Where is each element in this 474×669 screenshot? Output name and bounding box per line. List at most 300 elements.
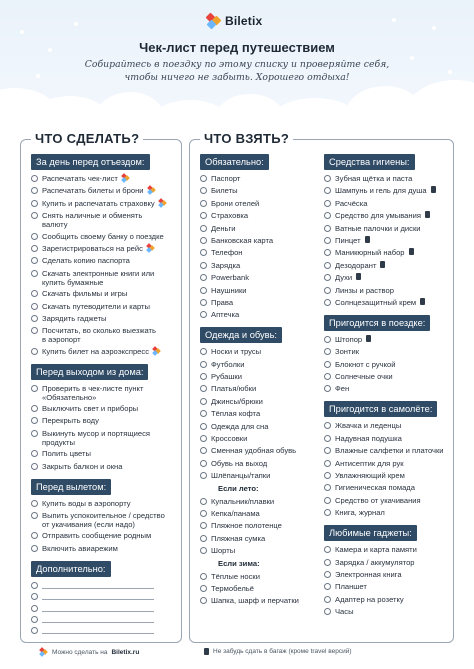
footer-right [200,648,352,655]
checklist-item-label: Шампунь и гель для душа [335,186,427,196]
checkbox-circle[interactable] [31,532,38,539]
blank-line-item[interactable] [31,592,181,600]
checkbox-circle[interactable] [324,249,331,256]
checkbox-circle[interactable] [31,512,38,519]
checkbox-circle[interactable] [200,249,207,256]
checklist-item[interactable] [31,511,181,529]
checklist-item-label: Фен [335,384,350,394]
checklist-item-label: Выключить свет и приборы [42,404,139,414]
checklist-item-label: Телефон [211,248,243,258]
checkbox-circle[interactable] [324,571,331,578]
checklist-item[interactable] [200,174,320,183]
winter-checklist [200,572,320,606]
checklist-item-label: Расчёска [335,198,368,208]
checklist-item[interactable] [200,471,320,480]
section-heading: Одежда и обувь: [200,327,282,343]
checkbox-circle[interactable] [324,237,331,244]
checkbox-circle[interactable] [324,287,331,294]
checklist-item[interactable] [31,429,181,447]
checklist-item-label: Термобельё [211,583,254,593]
checkbox-circle[interactable] [324,559,331,566]
checklist-section [31,152,181,356]
checklist-section [200,152,320,319]
checklist [31,384,181,471]
checklist-item[interactable] [200,273,320,282]
checklist-item[interactable] [324,174,452,183]
checklist-item[interactable] [324,273,452,282]
checkbox-circle[interactable] [31,303,38,310]
checklist-section [324,152,452,307]
checklist-item-label: Тёплые носки [211,571,260,581]
section-heading: Средства гигиены: [324,154,415,170]
checklist-item-label: Распечатать билеты и брони [42,186,144,196]
footer-left-prefix: Можно сделать на [52,648,108,656]
checkbox-circle[interactable] [200,200,207,207]
checklist-item-label: Паспорт [211,174,241,183]
checkbox-circle[interactable] [31,233,38,240]
checklist-item[interactable] [200,347,320,356]
checklist-item-label: Сменная удобная обувь [211,446,297,456]
checklist-item-label: Зубная щётка и паста [335,174,413,183]
section-heading: Пригодится в самолёте: [324,401,437,417]
checkbox-circle[interactable] [31,450,38,457]
checklist [324,545,452,616]
checklist-item[interactable] [200,248,320,257]
checkbox-circle[interactable] [31,385,38,392]
checklist-item[interactable] [200,211,320,220]
bottle-icon [366,335,371,342]
checklist-item[interactable] [324,570,452,579]
checklist-item-label: Аптечка [211,310,240,320]
checklist-item[interactable] [324,347,452,356]
checklist-item[interactable] [324,421,452,430]
checklist-item[interactable] [324,236,452,245]
checklist-item-label: Распечатать чек-лист [42,174,118,183]
checklist-item-label: Сообщить своему банку о поездке [42,231,164,241]
checkbox-circle[interactable] [200,547,207,554]
checklist-item-label: Камера и карта памяти [335,545,417,555]
checklist-item-label: Кепка/панама [211,508,260,518]
checklist-item[interactable] [200,422,320,431]
checkbox-circle[interactable] [31,175,38,182]
checklist-item-label: Зарегистрироваться на рейс [42,243,143,253]
checkbox-circle[interactable] [324,187,331,194]
checklist-item-label: Закрыть балкон и окна [42,461,123,471]
checklist-item[interactable] [200,434,320,443]
summer-checklist [200,497,320,556]
checklist-item-label: Зарядка / аккумулятор [335,557,415,567]
blank-line-item[interactable] [31,581,181,589]
checklist-section [31,477,181,553]
checklist-item-label: Тёплая кофта [211,409,261,419]
checklist-item-label: Снять наличные и обменять валюту [42,211,143,230]
checkbox-circle[interactable] [31,500,38,507]
checklist-item-label: Антисептик для рук [335,458,404,468]
checklist-item-label: Влажные салфетки и платочки [335,446,444,456]
footer-left [36,648,139,656]
footer-left-brand: Biletix.ru [111,648,140,656]
checklist-item[interactable] [31,174,181,183]
checklist-item[interactable] [31,289,181,298]
checkbox-circle[interactable] [324,422,331,429]
checklist-item[interactable] [31,211,181,229]
checklist-item[interactable] [31,256,181,265]
checklist-item[interactable] [324,360,452,369]
checkbox-circle[interactable] [31,627,38,634]
checklist-item[interactable] [324,298,452,307]
checkbox-circle[interactable] [324,200,331,207]
blank-line-item[interactable] [31,626,181,634]
checklist-section [200,325,320,605]
checklist-item-label: Скачать электронные книги или купить бумажные [42,268,155,287]
checkbox-circle[interactable] [200,274,207,281]
checklist-item[interactable] [31,244,181,253]
checklist-item[interactable] [200,199,320,208]
page-subtitle: Собирайтесь в поездку по этому списку и проверяйте себя, чтобы ничего не забыть. Хорошего отдыха! [84,59,390,83]
checklist-item[interactable] [324,384,452,393]
checkbox-circle[interactable] [200,535,207,542]
checklist-item-label: Наушники [211,285,247,295]
checklist-item-label: Гигиеническая помада [335,483,415,493]
checklist-item[interactable] [324,483,452,492]
biletix-icon [147,244,155,252]
section-heading: Перед выходом из дома: [31,364,148,380]
checklist [31,174,181,356]
checkbox-circle[interactable] [200,262,207,269]
checklist-item-label: Дезодорант [335,260,377,270]
checklist-item[interactable] [324,471,452,480]
biletix-logo [207,13,262,29]
checkbox-circle[interactable] [200,299,207,306]
checkbox-circle[interactable] [324,385,331,392]
checklist-item[interactable] [200,497,320,506]
checkbox-circle[interactable] [31,463,38,470]
checkbox-circle[interactable] [324,212,331,219]
checklist-item-label: Брони отелей [211,198,260,208]
checkbox-circle[interactable] [31,605,38,612]
checklist-item[interactable] [324,595,452,604]
checkbox-circle[interactable] [324,299,331,306]
checklist-item[interactable] [31,302,181,311]
checklist-item-label: Powerbank [211,273,249,283]
checkbox-circle[interactable] [31,245,38,252]
checkbox-circle[interactable] [324,175,331,182]
checkbox-circle[interactable] [31,616,38,623]
checkbox-circle[interactable] [31,212,38,219]
checklist-item-label: Средство от укачивания [335,495,421,505]
checklist-item[interactable] [324,582,452,591]
checkbox-circle[interactable] [324,484,331,491]
checkbox-circle[interactable] [200,175,207,182]
checklist-item[interactable] [31,186,181,195]
checklist-item[interactable] [324,496,452,505]
checklist-item-label: Носки и трусы [211,347,262,357]
blank-line-item[interactable] [31,615,181,623]
checkbox-circle[interactable] [31,257,38,264]
biletix-icon [159,199,167,207]
section-heading: Любимые гаджеты: [324,525,417,541]
checkbox-circle[interactable] [31,405,38,412]
checklist-item-label: Солнцезащитный крем [335,297,417,307]
checklist-item-label: Адаптер на розетку [335,594,404,604]
checklist-item-label: Перекрыть воду [42,416,99,426]
checklist-item[interactable] [31,347,181,356]
checklist-item-label: Средство для умывания [335,211,421,221]
checkbox-circle[interactable] [31,430,38,437]
checkbox-circle[interactable] [200,187,207,194]
checkbox-circle[interactable] [200,348,207,355]
checklist-item-label: Книга, журнал [335,508,385,518]
checkbox-circle[interactable] [324,497,331,504]
checkbox-circle[interactable] [31,582,38,589]
pack-panel-title: ЧТО ВЗЯТЬ? [200,131,293,146]
biletix-icon [153,347,161,355]
checklist-item-label: Обувь на выход [211,458,268,468]
checklist-item[interactable] [31,314,181,323]
checklist-item-label [42,626,154,634]
checklist-item[interactable] [31,499,181,508]
checkbox-circle[interactable] [31,348,38,355]
checkbox-circle[interactable] [324,546,331,553]
checklist [31,499,181,553]
checklist-item-label: Маникюрный набор [335,248,405,258]
checklist-section [324,399,452,517]
checkbox-circle[interactable] [31,290,38,297]
checklist-item[interactable] [324,459,452,468]
checklist-item-label: Увлажняющий крем [335,471,405,481]
checklist-item-label: Шлёпанцы/тапки [211,471,271,481]
checkbox-circle[interactable] [324,583,331,590]
checkbox-circle[interactable] [31,187,38,194]
checklist-item[interactable] [31,232,181,241]
checkbox-circle[interactable] [200,361,207,368]
biletix-icon [40,648,48,656]
section-heading: Дополнительно: [31,561,111,577]
bottle-icon [204,648,209,655]
checklist-item[interactable] [200,310,320,319]
checkbox-circle[interactable] [200,225,207,232]
bottle-icon [420,298,425,305]
checkbox-circle[interactable] [31,315,38,322]
checklist-item-label: Скачать фильмы и игры [42,289,128,299]
checklist-item[interactable] [31,199,181,208]
checklist-item[interactable] [324,248,452,257]
checkbox-circle[interactable] [324,225,331,232]
checklist-item-label [42,581,154,589]
bottle-icon [365,236,370,243]
footer-right-text: Не забудь сдать в багаж (кроме travel версий) [213,648,352,655]
checklist-item[interactable] [200,397,320,406]
checklist-item-label: Рубашки [211,372,243,382]
biletix-icon [122,174,130,182]
checklist-item-label [42,592,154,600]
checkbox-circle[interactable] [200,237,207,244]
checklist-item[interactable] [200,546,320,555]
checklist-item[interactable] [324,558,452,567]
checkbox-circle[interactable] [200,423,207,430]
checkbox-circle[interactable] [200,585,207,592]
checkbox-circle[interactable] [324,336,331,343]
checklist-item[interactable] [31,449,181,458]
checklist-item[interactable] [324,211,452,220]
checklist-item-label: Посчитать, во сколько выезжать в аэропорт [42,326,156,345]
checklist-item[interactable] [31,384,181,402]
checkbox-circle[interactable] [31,593,38,600]
checklist-item[interactable] [200,360,320,369]
checklist [324,335,452,394]
checklist-item[interactable] [324,199,452,208]
checklist-item-label: Надувная подушка [335,433,402,443]
bottle-icon [409,248,414,255]
biletix-logo-icon [207,14,221,28]
checkbox-circle[interactable] [324,373,331,380]
checkbox-circle[interactable] [31,417,38,424]
checklist-item[interactable] [324,335,452,344]
checkbox-circle[interactable] [200,498,207,505]
todo-panel-title: ЧТО СДЕЛАТЬ? [31,131,143,146]
checklist-item[interactable] [200,298,320,307]
checklist-item[interactable] [324,372,452,381]
checklist-item-label: Скачать путеводители и карты [42,301,150,311]
checklist-item[interactable] [31,404,181,413]
checkbox-circle[interactable] [324,274,331,281]
checklist-item-label: Джинсы/брюки [211,396,263,406]
checklist-item[interactable] [200,572,320,581]
checklist-item-label: Электронная книга [335,569,402,579]
checkbox-circle[interactable] [324,447,331,454]
checklist-item-label: Выпить успокоительное / средство от укачивания (если надо) [42,511,165,530]
checklist-item[interactable] [31,326,181,344]
todo-panel [20,131,182,643]
checkbox-circle[interactable] [324,460,331,467]
checklist-item[interactable] [200,446,320,455]
checkbox-circle[interactable] [31,270,38,277]
checklist-item[interactable] [200,286,320,295]
checkbox-circle[interactable] [200,287,207,294]
checkbox-circle[interactable] [31,327,38,334]
checkbox-circle[interactable] [324,435,331,442]
checklist-item-label: Купить воды в аэропорту [42,498,131,508]
checklist-item[interactable] [31,544,181,553]
checkbox-circle[interactable] [200,398,207,405]
checkbox-circle[interactable] [324,262,331,269]
checklist-item-label: Зарядить гаджеты [42,313,107,323]
checkbox-circle[interactable] [31,545,38,552]
checkbox-circle[interactable] [200,447,207,454]
checkbox-circle[interactable] [31,200,38,207]
checklist-item-label: Купальник/плавки [211,496,275,506]
checkbox-circle[interactable] [200,573,207,580]
checklist-item-label: Отправить сообщение родным [42,531,152,541]
checkbox-circle[interactable] [200,472,207,479]
checklist-item[interactable] [324,434,452,443]
checklist-item[interactable] [31,462,181,471]
checklist-item[interactable] [200,521,320,530]
checklist-item[interactable] [324,224,452,233]
checklist-item[interactable] [200,584,320,593]
checklist-item[interactable] [31,269,181,287]
checklist-item[interactable] [324,186,452,195]
checklist-item-label: Одежда для сна [211,421,269,431]
checklist [324,174,452,307]
checklist-item[interactable] [200,409,320,418]
checkbox-circle[interactable] [200,385,207,392]
checkbox-circle[interactable] [200,373,207,380]
checklist-item-label: Ватные палочки и диски [335,223,421,233]
checklist-item[interactable] [200,224,320,233]
bottle-icon [380,261,385,268]
checkbox-circle[interactable] [200,435,207,442]
checklist-item-label: Зонтик [335,347,360,357]
checklist-item-label: Билеты [211,186,238,196]
checklist-item[interactable] [200,384,320,393]
checkbox-circle[interactable] [200,311,207,318]
checklist-item-label: Права [211,297,234,307]
checklist-item-label: Духи [335,273,353,283]
checklist-item-label: Включить авиарежим [42,543,118,553]
checkbox-circle[interactable] [324,361,331,368]
checklist-item[interactable] [200,596,320,605]
checklist-item[interactable] [200,261,320,270]
checklist-item[interactable] [31,416,181,425]
checklist-item[interactable] [31,531,181,540]
checklist-item[interactable] [324,607,452,616]
blank-line-item[interactable] [31,604,181,612]
section-heading: Пригодится в поездке: [324,315,430,331]
checklist-item-label: Шапка, шарф и перчатки [211,596,299,606]
checkbox-circle[interactable] [324,608,331,615]
checklist-item[interactable] [324,446,452,455]
checklist-item[interactable] [200,534,320,543]
checklist-item[interactable] [200,459,320,468]
bottle-icon [431,186,436,193]
checklist-item-label: Часы [335,607,354,617]
checklist-item-label: Футболки [211,359,245,369]
checkbox-circle[interactable] [324,509,331,516]
checklist-item[interactable] [324,261,452,270]
checklist [324,421,452,517]
checklist-item[interactable] [324,508,452,517]
checklist-item[interactable] [324,545,452,554]
checkbox-circle[interactable] [200,522,207,529]
checklist-item[interactable] [200,509,320,518]
checklist-item-label: Пинцет [335,235,361,245]
checkbox-circle[interactable] [200,510,207,517]
checklist-item[interactable] [200,236,320,245]
section-heading: За день перед отъездом: [31,154,150,170]
checkbox-circle[interactable] [200,212,207,219]
checklist-item-label: Выкинуть мусор и портящиеся продукты [42,428,151,447]
checklist-item[interactable] [200,186,320,195]
pack-panel [189,131,454,643]
checkbox-circle[interactable] [200,410,207,417]
checkbox-circle[interactable] [200,597,207,604]
checklist-item-label [42,604,154,612]
checkbox-circle[interactable] [200,460,207,467]
checklist-item-label: Блокнот с ручкой [335,359,396,369]
checkbox-circle[interactable] [324,348,331,355]
checklist-item[interactable] [200,372,320,381]
section-heading: Перед вылетом: [31,479,111,495]
page-title: Чек-лист перед путешествием [139,40,335,55]
checklist-item[interactable] [324,286,452,295]
checkbox-circle[interactable] [324,472,331,479]
checklist [31,581,181,635]
checkbox-circle[interactable] [324,596,331,603]
section-heading: Обязательно: [200,154,269,170]
checklist-item-label: Купить и распечатать страховку [42,198,155,208]
checklist [200,174,320,319]
